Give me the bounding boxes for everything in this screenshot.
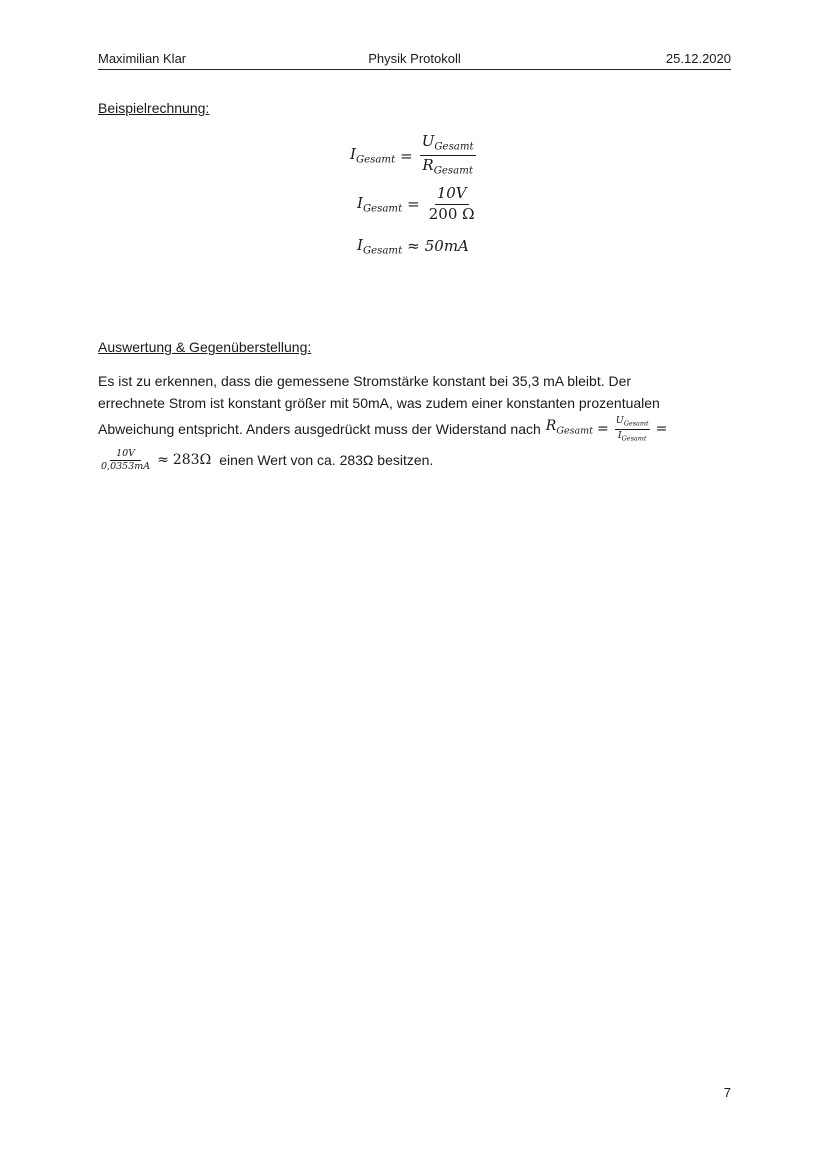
page-number: 7 <box>723 1085 731 1100</box>
eq1-numerator: $U_{Gesamt}$ <box>420 134 476 156</box>
evaluation-line-1: Es ist zu erkennen, dass die gemessene Stromstärke konstant bei 35,3 mA bleibt. Der <box>98 373 632 389</box>
eq3-rhs: 50mA <box>424 237 469 256</box>
inline-approx: ≈ <box>157 452 169 468</box>
eq3-operator: ≈ <box>407 237 420 256</box>
evaluation-line-4-text: einen Wert von ca. 283Ω besitzen. <box>219 452 434 468</box>
eq1-lhs: $I_{Gesamt}$ <box>350 145 396 167</box>
evaluation-line-3 <box>98 414 738 444</box>
inline-fraction-values-numerator: 10V <box>110 449 141 461</box>
eq1-operator: = <box>400 146 413 165</box>
header-date: 25.12.2020 <box>665 51 731 66</box>
inline-fraction-numerator: $U_{Gesamt}$ <box>615 415 649 428</box>
evaluation-line-2: errechnete Strom ist konstant größer mit 50mA, was zudem einer konstanten prozentualen <box>98 395 660 411</box>
equation-ohm-law <box>350 134 478 178</box>
eq3-lhs: $I_{Gesamt}$ <box>357 236 403 257</box>
inline-fraction-u-over-i <box>615 416 650 441</box>
evaluation-heading: Auswertung & Gegenüberstellung: <box>98 339 312 355</box>
eq2-fraction <box>427 186 477 223</box>
eq2-lhs: $I_{Gesamt}$ <box>357 193 403 215</box>
equation-values <box>357 186 479 223</box>
inline-equals-2: = <box>655 421 668 437</box>
evaluation-line-3-text: Abweichung entspricht. Anders ausgedrückt muss der Widerstand nach <box>98 421 541 437</box>
inline-fraction-values-denominator: 0,0353mA <box>101 460 151 472</box>
eq1-denominator: $R_{Gesamt}$ <box>422 156 473 177</box>
inline-fraction-denominator: $I_{Gesamt}$ <box>617 429 647 442</box>
inline-r-gesamt: $R_{Gesamt}$ <box>545 418 593 437</box>
eq2-denominator: 200 Ω <box>428 204 475 223</box>
header-author: Maximilian Klar <box>98 51 187 66</box>
example-heading: Beispielrechnung: <box>98 100 210 116</box>
inline-result: 283Ω <box>172 452 212 468</box>
eq2-operator: = <box>407 195 420 214</box>
page-header <box>98 50 731 70</box>
header-title: Physik Protokoll <box>368 51 461 66</box>
eq1-fraction <box>420 134 476 178</box>
inline-equals-1: = <box>596 421 609 437</box>
equation-result <box>357 236 469 257</box>
eq2-numerator: 10V <box>435 186 469 205</box>
inline-fraction-values <box>100 449 151 472</box>
evaluation-line-4 <box>98 444 738 476</box>
